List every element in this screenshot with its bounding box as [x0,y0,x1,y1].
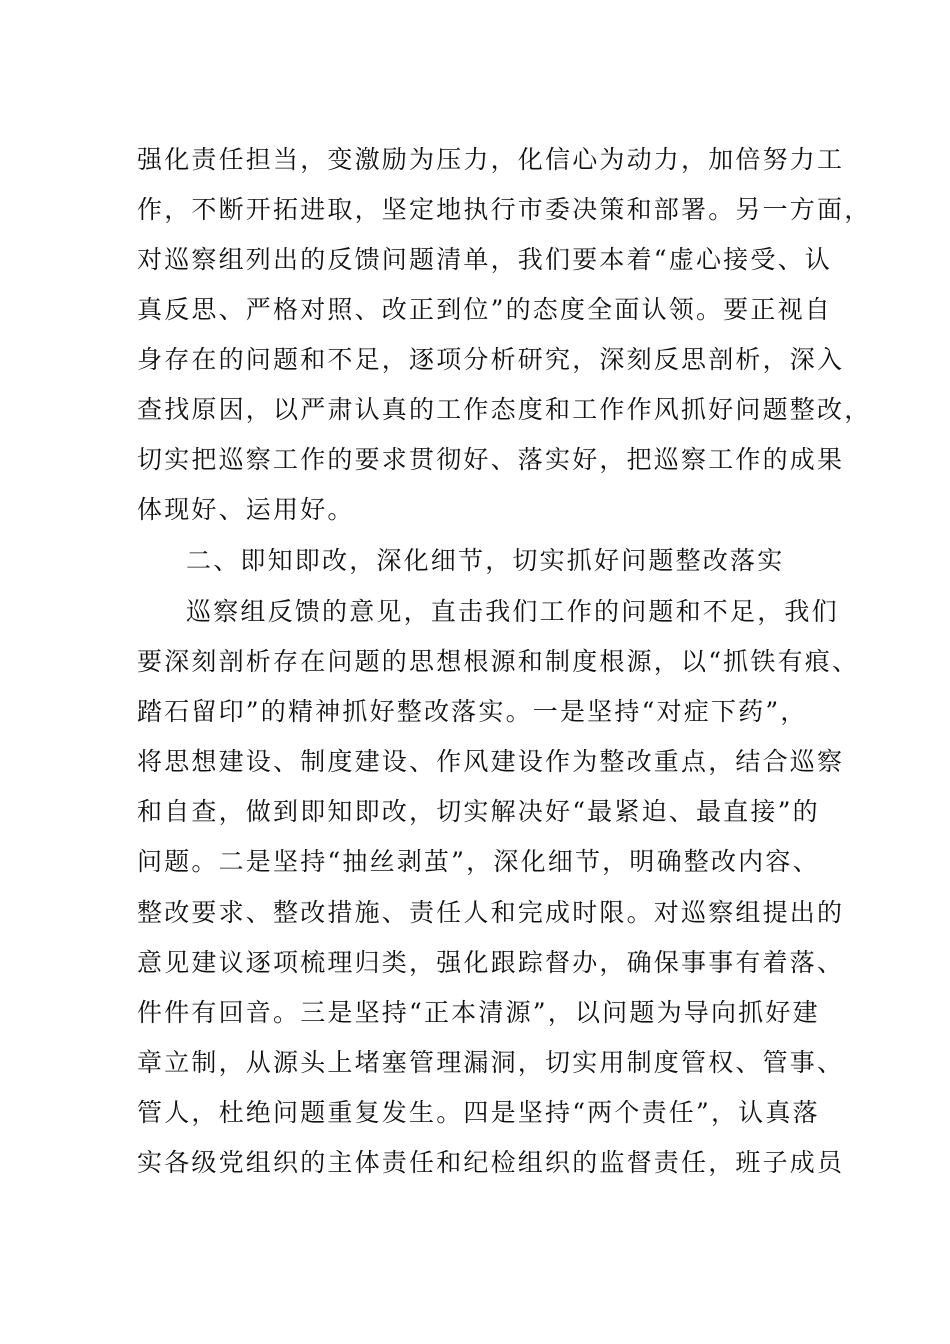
paragraph-first-line: 巡察组反馈的意见，直击我们工作的问题和不足，我们 [186,597,839,626]
body-text-line: 意见建议逐项梳理归类，强化跟踪督办，确保事事有着落、 [137,948,845,977]
body-text-line: 章立制，从源头上堵塞管理漏洞，切实用制度管权、管事、 [137,1048,845,1077]
body-text-line: 实各级党组织的主体责任和纪检组织的监督责任，班子成员 [137,1148,845,1177]
body-text-line: 身存在的问题和不足，逐项分析研究，深刻反思剖析，深入 [137,345,845,374]
body-text-line: 对巡察组列出的反馈问题清单，我们要本着“虚心接受、认 [137,245,832,274]
body-text-line: 强化责任担当，变激励为压力，化信心为动力，加倍努力工 [137,145,845,174]
body-text-line: 踏石留印”的精神抓好整改落实。一是坚持“对症下药”， [137,697,808,726]
body-text-line: 件件有回音。三是坚持“正本清源”，以问题为导向抓好建 [137,998,820,1027]
section-heading: 二、即知即改，深化细节，切实抓好问题整改落实 [186,546,785,575]
body-text-line: 要深刻剖析存在问题的思想根源和制度根源，以“抓铁有痕、 [137,647,860,676]
body-text-line: 将思想建设、制度建设、作风建设作为整改重点，结合巡察 [137,747,845,776]
body-text-line: 切实把巡察工作的要求贯彻好、落实好，把巡察工作的成果 [137,445,845,474]
body-text-line: 作，不断开拓进取，坚定地执行市委决策和部署。另一方面， [137,195,872,224]
body-text-line: 和自查，做到即知即改，切实解决好“最紧迫、最直接”的 [137,797,820,826]
body-text-line: 整改要求、整改措施、责任人和完成时限。对巡察组提出的 [137,898,845,927]
body-text-line: 体现好、运用好。 [137,495,355,524]
body-text-line: 真反思、严格对照、改正到位”的态度全面认领。要正视自 [137,295,832,324]
body-text-line: 问题。二是坚持“抽丝剥茧”，深化细节，明确整改内容、 [137,847,820,876]
body-text-line: 管人，杜绝问题重复发生。四是坚持“两个责任”，认真落 [137,1098,820,1127]
body-text-line: 查找原因，以严肃认真的工作态度和工作作风抓好问题整改， [137,395,872,424]
